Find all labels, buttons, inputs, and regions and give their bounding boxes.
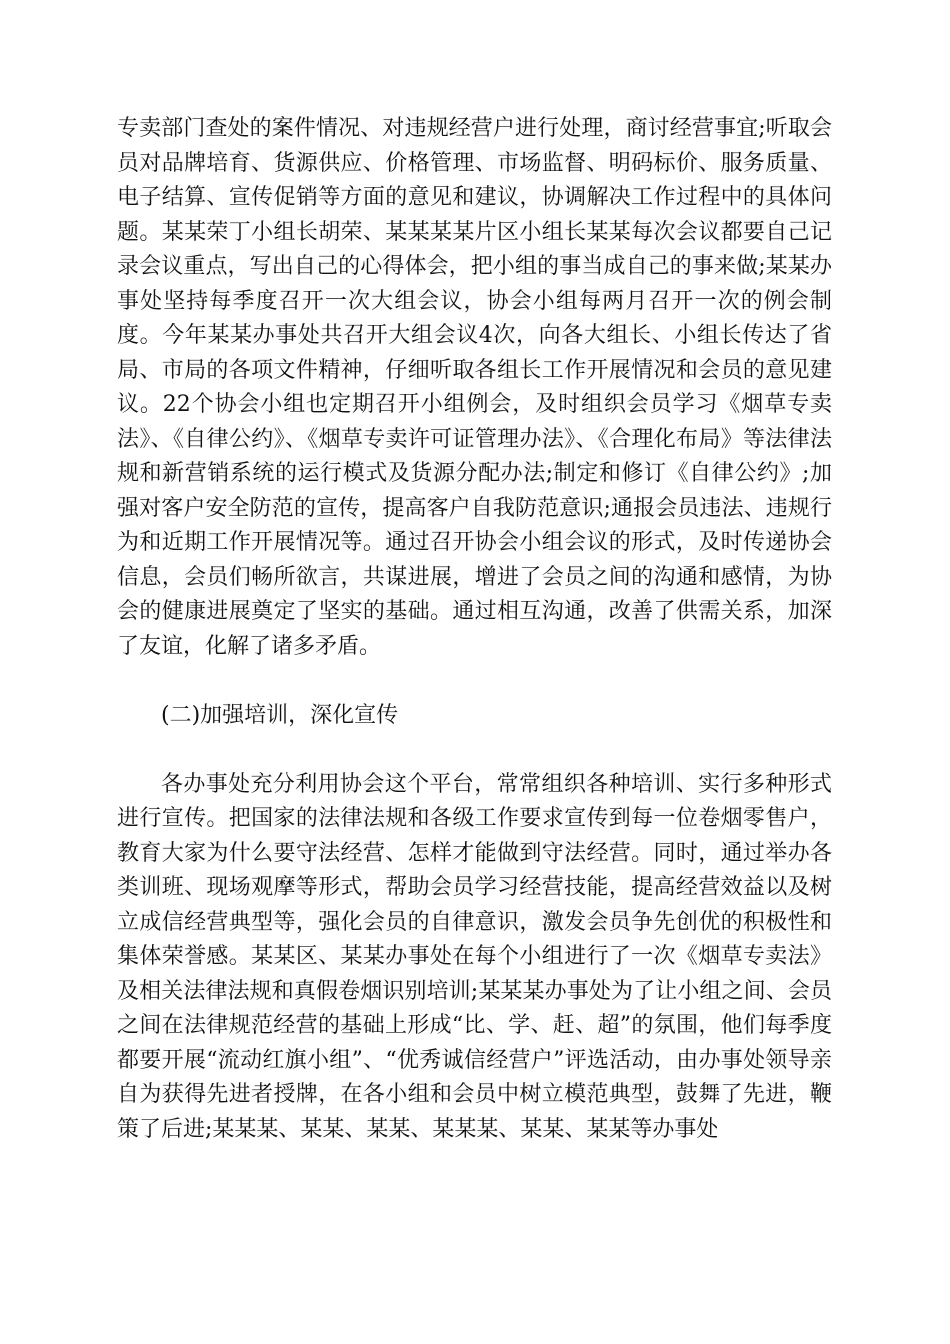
body-paragraph-2: 各办事处充分利用协会这个平台，常常组织各种培训、实行多种形式进行宣传。把国家的法律法规和各级工作要求宣传到每一位卷烟零售户，教育大家为什么要守法经营、怎样才能做到守法经营。同时，通过举办各类训班、现场观摩等形式，帮助会员学习经营技能，提高经营效益以及树立成信经营典型等，强化会员的自律意识，激发会员争先创优的积极性和集体荣誉感。某某区、某某办事处在每个小组进行了一次《烟草专卖法》及相关法律法规和真假卷烟识别培训;某某某办事处为了让小组之间、会员之间在法律规范经营的基础上形成“比、学、赶、超”的氛围，他们每季度都要开展“流动红旗小组”、“优秀诚信经营户”评选活动，由办事处领导亲自为获得先进者授牌，在各小组和会员中树立模范典型，鼓舞了先进，鞭策了后进;某某某、某某、某某、某某某、某某、某某等办事处 [117,771,832,1142]
document-page [117,112,832,1147]
paragraph-spacer [117,733,832,768]
body-paragraph-1: 专卖部门查处的案件情况、对违规经营户进行处理，商讨经营事宜;听取会员对品牌培育、货源供应、价格管理、市场监督、明码标价、服务质量、电子结算、宣传促销等方面的意见和建议，协调解决工作过程中的具体问题。某某荣丁小组长胡荣、某某某某片区小组长某某每次会议都要自己记录会议重点，写出自己的心得体会，把小组的事当成自己的事来做;某某办事处坚持每季度召开一次大组会议，协会小组每两月召开一次的例会制度。今年某某办事处共召开大组会议4次，向各大组长、小组长传达了省局、市局的各项文件精神，仔细听取各组长工作开展情况和会员的意见建议。22个协会小组也定期召开小组例会，及时组织会员学习《烟草专卖法》、《自律公约》、《烟草专卖许可证管理办法》、《合理化布局》等法律法规和新营销系统的运行模式及货源分配办法;制定和修订《自律公约》;加强对客户安全防范的宣传，提高客户自我防范意识;通报会员违法、违规行为和近期工作开展情况等。通过召开协会小组会议的形式，及时传递协会信息，会员们畅所欲言，共谋进展，增进了会员之间的沟通和感情，为协会的健康进展奠定了坚实的基础。通过相互沟通，改善了供需关系，加深了友谊，化解了诸多矛盾。 [117,116,832,659]
section-heading: (二)加强培训，深化宣传 [161,702,399,728]
paragraph-spacer [117,664,832,699]
